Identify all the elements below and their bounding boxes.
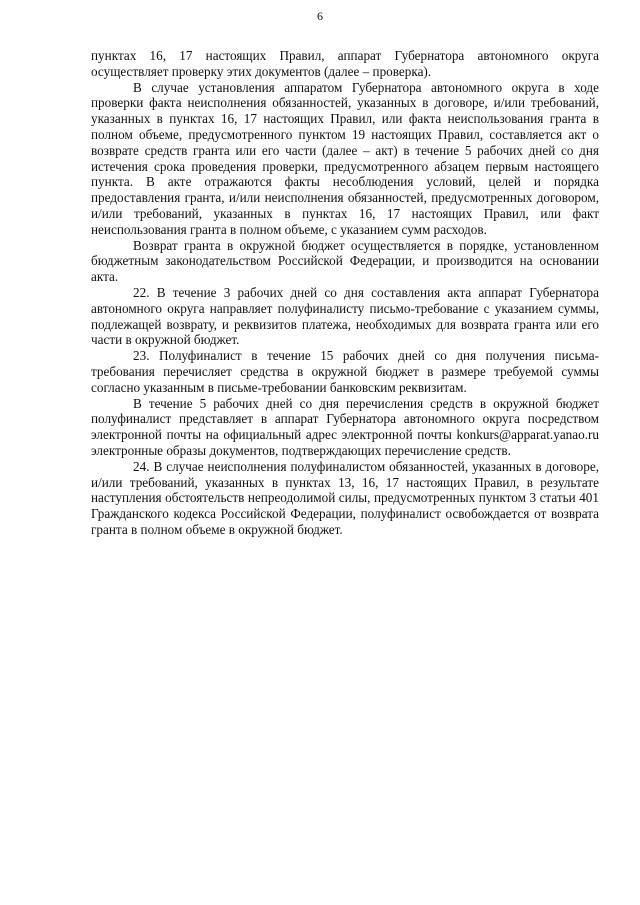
paragraph-clause-23: 23. Полуфиналист в течение 15 рабочих дней со дня получения письма-требования перечисляет средства в окружной бюджет в размере требуемой суммы согласно указанным в письме-требовании банковским реквизитам. [91, 348, 599, 395]
document-body [91, 48, 599, 538]
paragraph-clause-22: 22. В течение 3 рабочих дней со дня составления акта аппарат Губернатора автономного округа направляет полуфиналисту письмо-требование с указанием суммы, подлежащей возврату, и реквизитов платежа, необходимых для возврата гранта или его части в окружной бюджет. [91, 284, 599, 348]
paragraph-transfer-confirmation: В течение 5 рабочих дней со дня перечисления средств в окружной бюджет полуфиналист представляет в аппарат Губернатора автономного округа посредством электронной почты на официальный адрес электронной почты konkurs@apparat.yanao.ru электронные образы документов, подтверждающих перечисление средств. [91, 395, 599, 458]
paragraph-act-on-return: В случае установления аппаратом Губернатора автономного округа в ходе проверки факта неисполнения обязанностей, указанных в договоре, и/или требований, указанных в пунктах 16, 17 настоящих Правил, или факта неиспользования гранта в полном объеме, предусмотренного пунктом 19 настоящих Правил, составляется акт о возврате средств гранта или его части (далее – акт) в течение 5 рабочих дней со дня истечения срока проведения проверки, предусмотренного абзацем первым настоящего пункта. В акте отражаются факты несоблюдения условий, целей и порядка предоставления гранта, и/или неисполнения обязанностей, предусмотренных договором, и/или требований, указанных в пунктах 16, 17 настоящих Правил, или факт неиспользования гранта в полном объеме, с указанием сумм расходов. [91, 79, 599, 237]
paragraph-clause-24: 24. В случае неисполнения полуфиналистом обязанностей, указанных в договоре, и/или требований, указанных в пунктах 13, 16, 17 настоящих Правил, в результате наступления обстоятельств непреодолимой силы, предусмотренных пунктом 3 статьи 401 Гражданского кодекса Российской Федерации, полуфиналист освобождается от возврата гранта в полном объеме в окружной бюджет. [91, 458, 599, 537]
paragraph-return-procedure: Возврат гранта в окружной бюджет осуществляется в порядке, установленном бюджетным законодательством Российской Федерации, и производится на основании акта. [91, 237, 599, 285]
page-number: 6 [317, 9, 323, 23]
paragraph-continuation: пунктах 16, 17 настоящих Правил, аппарат Губернатора автономного округа осуществляет проверку этих документов (далее – проверка). [91, 48, 599, 79]
